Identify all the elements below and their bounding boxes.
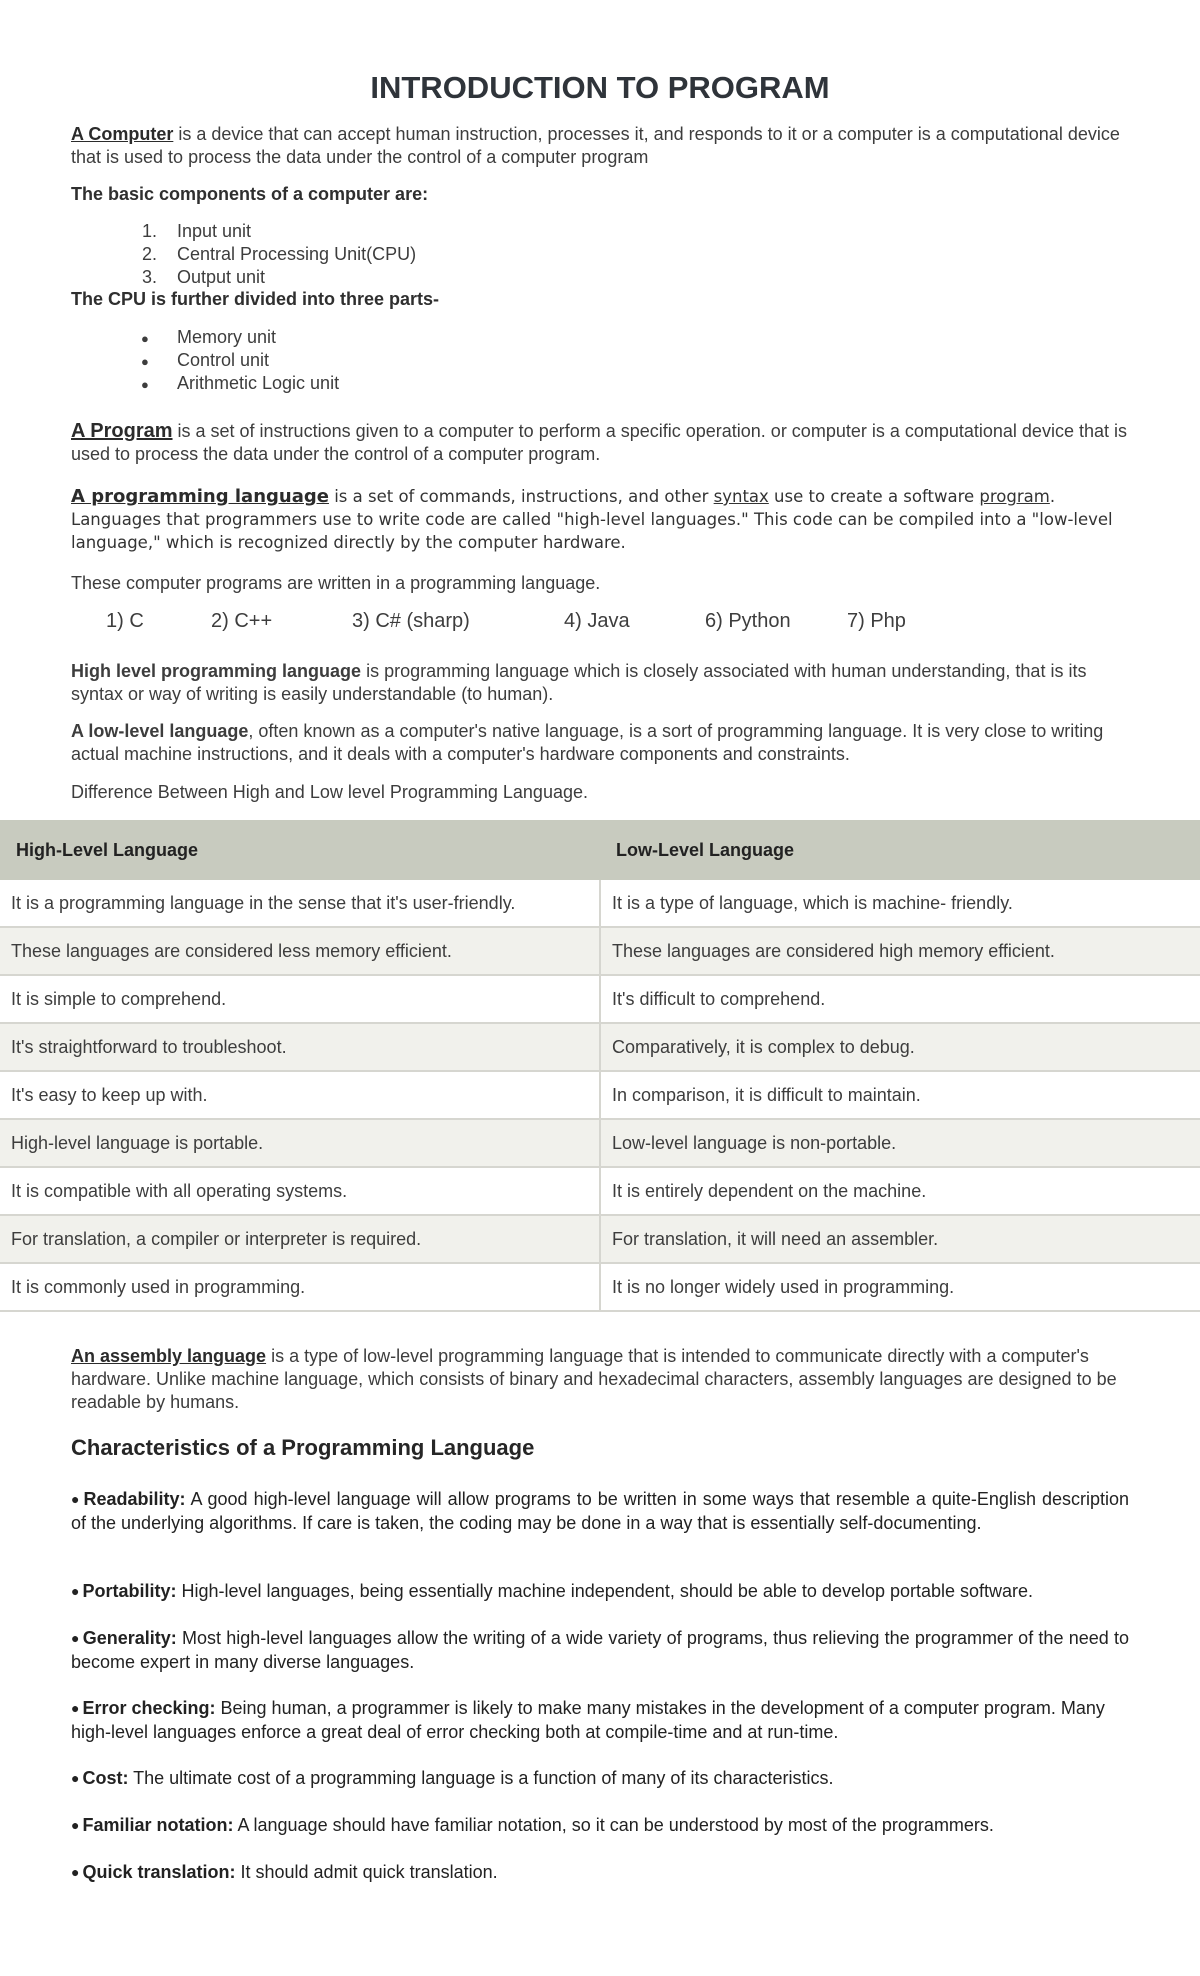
characteristic-item [71,1767,1129,1791]
table-row [0,1071,1200,1119]
cpu-parts-list [71,326,1129,395]
low-level-definition-text: , often known as a computer's native language, is a sort of programming language. It is very close to writing actual machine instructions, and it deals with a computer's hardware components and constraints. [71,721,1104,764]
assembly-definition [71,1345,1129,1414]
high-level-definition-text: is programming language which is closely associated with human understanding, that is its syntax or way of writing is easily understandable (to human). [71,661,1087,704]
table-row [0,1215,1200,1263]
list-item-label: Memory unit [177,327,277,347]
characteristic-name: Error checking: [82,1698,216,1718]
language-item: 2) C++ [211,610,273,632]
table-row [0,1119,1200,1167]
characteristic-name: Portability: [82,1581,177,1601]
assembly-definition-text: is a type of low-level programming language that is intended to communicate directly with a computer's hardware. Unlike machine language, which consists of binary and hexadecimal characters, assembly languages are designed to be readable by humans. [71,1346,1117,1412]
table-row [0,1023,1200,1071]
components-heading: The basic components of a computer are: [71,184,429,204]
table-cell: High-level language is portable. [0,1119,600,1167]
characteristic-text: The ultimate cost of a programming language is a function of many of its characteristics. [128,1768,834,1788]
table-cell: It is no longer widely used in programming. [600,1263,1200,1311]
list-item-label: Control unit [177,350,270,370]
bullet-icon: ● [71,1583,80,1599]
bullet-icon: ● [71,1864,80,1880]
table-cell: For translation, a compiler or interpreter is required. [0,1215,600,1263]
low-level-term: A low-level language [71,721,249,741]
characteristic-text: A language should have familiar notation, so it can be understood by most of the programmers. [233,1815,994,1835]
language-item: 4) Java [564,610,630,632]
characteristic-item [71,1488,1129,1535]
list-number: 1. [142,221,158,241]
list-number: 3. [142,267,158,287]
bullet-icon: ● [71,1491,81,1507]
programming-language-term: A programming language [71,486,329,507]
list-item [71,349,1129,372]
syntax-link[interactable]: syntax [713,487,769,506]
characteristic-name: Quick translation: [82,1862,236,1882]
computer-definition-text: is a device that can accept human instruction, processes it, and responds to it or a computer is a computational device that is used to process the data under the control of a computer program [71,124,1120,167]
table-cell: It's difficult to comprehend. [600,975,1200,1023]
characteristic-text: It should admit quick translation. [235,1862,498,1882]
list-item-label: Central Processing Unit(CPU) [177,244,417,264]
page-title: INTRODUCTION TO PROGRAM [370,70,830,105]
table-header-low-level: Low-Level Language [600,820,1200,880]
characteristic-text: Most high-level languages allow the writing of a wide variety of programs, thus relieving the programmer of the need to become expert in many diverse languages. [71,1628,1129,1672]
program-term: A Program [71,420,173,442]
characteristic-text: Being human, a programmer is likely to make many mistakes in the development of a computer program. Many high-level languages enforce a great deal of error checking both at compile-time and at run-time. [71,1698,1105,1742]
characteristic-name: Readability: [83,1489,186,1509]
table-row [0,975,1200,1023]
characteristic-name: Familiar notation: [82,1815,234,1835]
list-item-label: Arithmetic Logic unit [177,373,340,393]
bullet-icon: ● [141,354,149,369]
table-cell: In comparison, it is difficult to maintain. [600,1071,1200,1119]
high-level-definition [71,660,1129,706]
program-link[interactable]: program [979,487,1050,506]
definition-text: use to create a software [768,487,980,506]
bullet-icon: ● [71,1817,80,1833]
language-item: 1) C [106,610,144,632]
definition-text: . Languages that programmers use to write code are called "high-level languages." This code can be compiled into a "low-level language," which is recognized directly by the computer hardware. [71,487,1113,552]
characteristic-item [71,1627,1129,1674]
characteristic-text: High-level languages, being essentially machine independent, should be able to develop portable software. [176,1581,1034,1601]
language-item: 6) Python [705,610,791,632]
characteristic-item [71,1580,1129,1604]
programming-language-definition [71,485,1129,554]
characteristic-item [71,1861,1129,1885]
table-cell: It is compatible with all operating systems. [0,1167,600,1215]
language-examples [0,610,1200,636]
table-cell: It is entirely dependent on the machine. [600,1167,1200,1215]
table-cell: It is a type of language, which is machine- friendly. [600,880,1200,927]
table-cell: It's easy to keep up with. [0,1071,600,1119]
list-number: 2. [142,244,158,264]
components-list [71,220,1129,289]
characteristic-text: A good high-level language will allow programs to be written in some ways that resemble a quite-English description of the underlying algorithms. If care is taken, the coding may be done in a way that is essentially self-documenting. [71,1489,1129,1533]
table-cell: It is commonly used in programming. [0,1263,600,1311]
cpu-heading: The CPU is further divided into three parts- [71,289,440,309]
assembly-term: An assembly language [71,1346,267,1366]
list-item-label: Output unit [177,267,266,287]
bullet-icon: ● [71,1700,80,1716]
difference-caption: Difference Between High and Low level Programming Language. [71,782,588,802]
table-row [0,1167,1200,1215]
language-item: 7) Php [847,610,906,632]
list-item [0,266,1129,289]
bullet-icon: ● [141,377,149,392]
table-row [0,880,1200,927]
comparison-table [0,820,1200,1312]
characteristic-name: Cost: [82,1768,129,1788]
bullet-icon: ● [71,1630,80,1646]
computer-term: A Computer [71,124,174,144]
list-item [71,326,1129,349]
table-row [0,1263,1200,1311]
computer-definition [71,123,1129,169]
bullet-icon: ● [141,331,149,346]
characteristic-name: Generality: [82,1628,177,1648]
list-item [0,220,1129,243]
table-cell: These languages are considered high memory efficient. [600,927,1200,975]
bullet-icon: ● [71,1770,80,1786]
table-cell: These languages are considered less memory efficient. [0,927,600,975]
high-level-term: High level programming language [71,661,362,681]
program-definition [71,420,1129,466]
list-item [0,243,1129,266]
table-header-high-level: High-Level Language [0,820,600,880]
characteristic-item [71,1814,1129,1838]
table-cell: It's straightforward to troubleshoot. [0,1023,600,1071]
list-item-label: Input unit [177,221,252,241]
definition-text: is a set of commands, instructions, and other [328,487,714,506]
table-header-row [0,820,1200,880]
table-cell: Low-level language is non-portable. [600,1119,1200,1167]
program-definition-text: is a set of instructions given to a computer to perform a specific operation. or computer is a computational device that is used to process the data under the control of a computer program. [71,421,1127,464]
table-cell: It is simple to comprehend. [0,975,600,1023]
table-row [0,927,1200,975]
table-cell: For translation, it will need an assembler. [600,1215,1200,1263]
characteristic-item [71,1697,1129,1744]
list-item [71,372,1129,395]
table-cell: Comparatively, it is complex to debug. [600,1023,1200,1071]
low-level-definition [71,720,1129,766]
characteristics-heading: Characteristics of a Programming Language [71,1435,535,1460]
table-cell: It is a programming language in the sense that it's user-friendly. [0,880,600,927]
language-item: 3) C# (sharp) [352,610,470,632]
written-in-sentence: These computer programs are written in a programming language. [71,573,601,593]
